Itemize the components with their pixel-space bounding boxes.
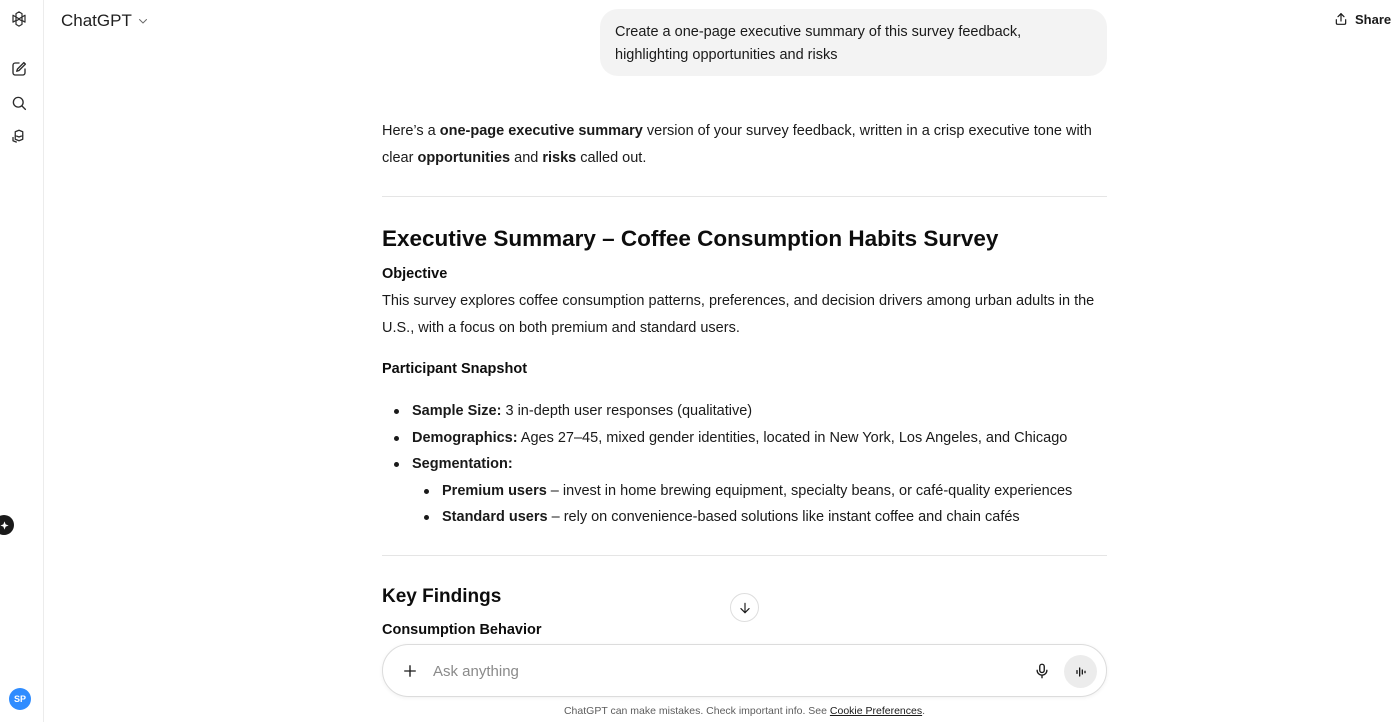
voice-mode-button[interactable] [1064, 655, 1097, 688]
chatgpt-logo-icon[interactable] [9, 9, 29, 29]
disclaimer-text: ChatGPT can make mistakes. Check important info. See [563, 705, 830, 717]
snapshot-label: Participant Snapshot [382, 361, 528, 377]
arrow-down-icon [738, 601, 752, 615]
list-item [382, 451, 1107, 531]
intro-text: and [510, 149, 543, 166]
item-text: – rely on convenience-based solutions like instant coffee and chain cafés [547, 509, 1020, 525]
user-message-text: Create a one-page executive summary of this survey feedback, highlighting opportunities and risks [615, 24, 1022, 63]
share-icon [1333, 11, 1349, 27]
objective-text: This survey explores coffee consumption patterns, preferences, and decision drivers among urban adults in the U.S., with a focus on both premium and standard users. [382, 293, 1095, 336]
add-attachment-button[interactable] [399, 660, 421, 682]
consumption-label: Consumption Behavior [382, 622, 542, 638]
model-selector[interactable] [61, 10, 149, 32]
list-item [382, 425, 1107, 452]
user-message-bubble [600, 9, 1107, 76]
search-icon[interactable] [9, 93, 29, 113]
intro-bold: one-page executive summary [439, 123, 643, 139]
item-label: Demographics: [412, 429, 518, 446]
new-chat-icon[interactable] [9, 59, 29, 79]
key-findings-title: Key Findings [382, 586, 502, 607]
objective-label: Objective [382, 266, 448, 282]
divider [382, 555, 1107, 556]
disclaimer [382, 705, 1107, 717]
cookie-preferences-link[interactable]: Cookie Preferences [829, 705, 923, 717]
item-label: Premium users [442, 482, 547, 499]
item-text: – invest in home brewing equipment, specialty beans, or café-quality experiences [546, 482, 1073, 499]
composer [382, 644, 1107, 697]
item-label: Sample Size: [412, 403, 502, 419]
item-text: Ages 27–45, mixed gender identities, located in New York, Los Angeles, and Chicago [517, 429, 1068, 446]
disclaimer-end: . [922, 705, 926, 717]
intro-text: called out. [576, 149, 647, 166]
chevron-down-icon [137, 15, 149, 27]
library-icon[interactable] [9, 127, 29, 147]
intro-text: version of your survey feedback, written in a crisp executive tone with clear [382, 123, 1092, 166]
item-text: 3 in-depth user responses (qualitative) [501, 403, 753, 419]
share-button[interactable] [1333, 11, 1391, 27]
prompt-input[interactable] [433, 659, 993, 683]
intro-bold: opportunities [417, 149, 511, 166]
intro-bold: risks [542, 149, 577, 166]
scroll-down-button[interactable] [730, 593, 759, 622]
model-label: ChatGPT [61, 11, 132, 30]
user-avatar[interactable]: SP [9, 688, 31, 710]
item-label: Standard users [442, 509, 548, 525]
sidebar-rail [0, 0, 44, 722]
list-item [412, 478, 1107, 505]
list-item [412, 504, 1107, 531]
divider [382, 196, 1107, 197]
voice-waveform-icon [1073, 664, 1089, 680]
response-intro [382, 118, 1107, 171]
summary-title: Executive Summary – Coffee Consumption Habits Survey [382, 226, 999, 251]
dictate-button[interactable] [1031, 660, 1053, 682]
item-label: Segmentation: [412, 456, 513, 472]
plus-icon [401, 662, 419, 680]
intro-text: Here’s a [382, 123, 440, 139]
snapshot-list [382, 398, 1107, 531]
microphone-icon [1033, 662, 1051, 680]
list-item [382, 398, 1107, 425]
share-label: Share [1355, 11, 1392, 27]
